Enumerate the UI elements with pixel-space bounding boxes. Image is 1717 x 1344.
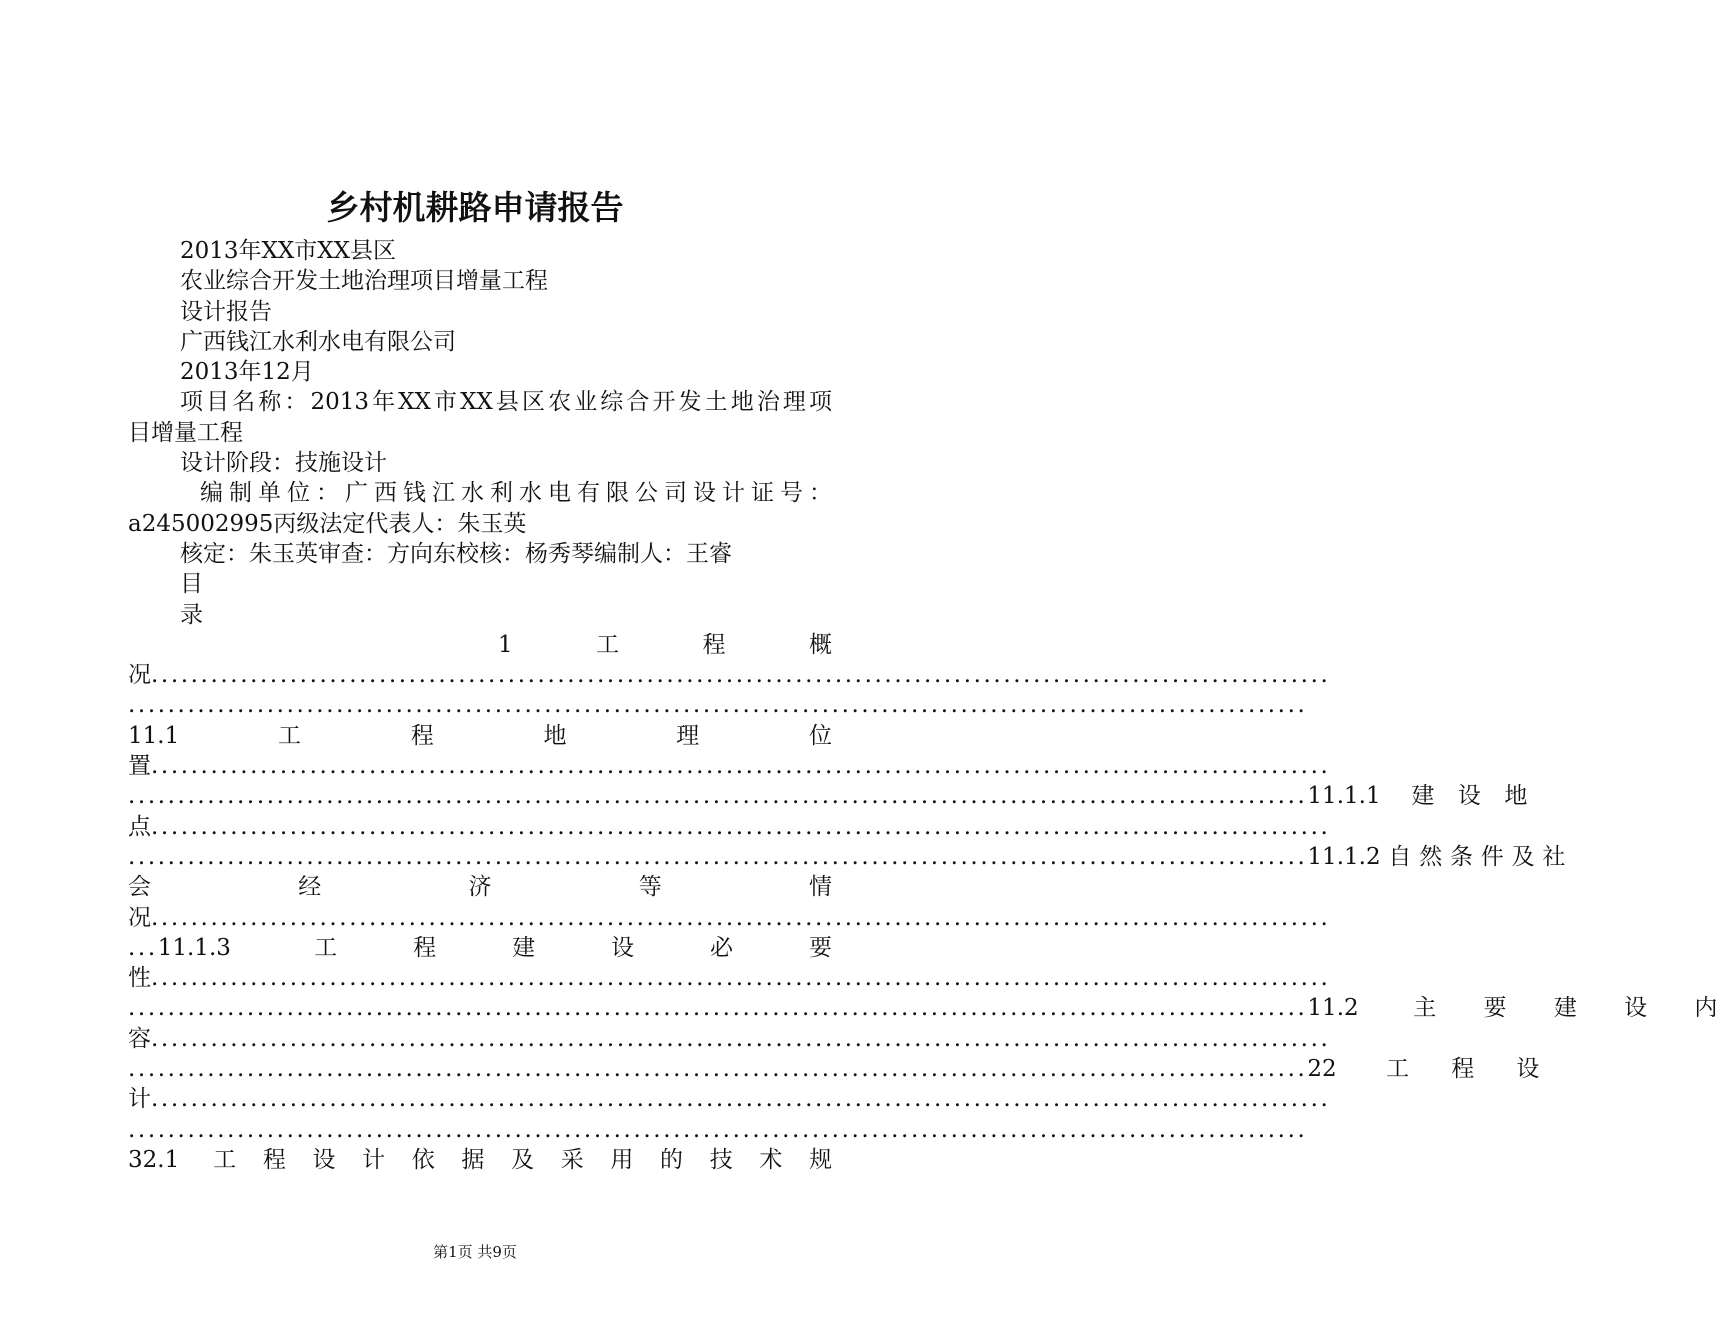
- toc-dots: .......................................................................................................................: [151, 1086, 1331, 1113]
- toc-entry-8-title[interactable]: 32.1 工程设计依据及采用的技术规: [128, 1146, 832, 1173]
- toc-dots: .......................................................................................................................: [128, 783, 1308, 810]
- toc-heading-a: 目: [180, 571, 203, 598]
- page-footer: 第1页 共9页: [433, 1243, 517, 1261]
- info-project-name-cont: 目增量工程: [128, 419, 243, 446]
- toc-entry-3-leader[interactable]: [128, 812, 1331, 842]
- info-design-stage: 设计阶段：技施设计: [180, 450, 387, 477]
- toc-entry-2-head: 置: [128, 753, 151, 780]
- toc-entry-4-leader[interactable]: [128, 903, 1331, 933]
- toc-entry-5-text: 11.1.3 工程建设必要: [157, 934, 832, 961]
- toc-entry-6-title[interactable]: [128, 993, 1717, 1023]
- toc-heading-b: 录: [180, 601, 203, 628]
- toc-entry-6-leader[interactable]: [128, 1024, 1331, 1054]
- toc-dots: .......................................................................................................................: [128, 1056, 1308, 1083]
- toc-entry-4-title[interactable]: [128, 842, 1566, 872]
- toc-entry-6-head: 容: [128, 1025, 151, 1052]
- toc-entry-5-head: 性: [128, 965, 151, 992]
- info-compiler-cont: a245002995丙级法定代表人：朱玉英: [128, 510, 527, 537]
- toc-entry-3-head: 点: [128, 813, 151, 840]
- toc-dots: .......................................................................................................................: [128, 843, 1308, 870]
- toc-dots: .......................................................................................................................: [128, 692, 1308, 719]
- document-body: [128, 236, 1717, 1175]
- page-title: 乡村机耕路申请报告: [326, 188, 624, 227]
- toc-entry-4-label: 11.1.2自然条件及社: [1307, 843, 1566, 870]
- cover-line-year-location: 2013年XX市XX县区: [180, 238, 397, 264]
- info-project-name: 项目名称：2013年XX市XX县区农业综合开发土地治理项: [180, 389, 832, 416]
- toc-dots-short: ...: [128, 934, 158, 961]
- toc-entry-4-mid: 会经济等情: [128, 874, 832, 901]
- toc-entry-2-num: 11.1: [128, 722, 180, 749]
- toc-entry-7-leader[interactable]: [128, 1084, 1331, 1114]
- toc-dots: .......................................................................................................................: [151, 753, 1331, 780]
- toc-dots: .......................................................................................................................: [151, 965, 1331, 992]
- cover-line-company: 广西钱江水利水电有限公司: [180, 328, 456, 355]
- toc-dots: .......................................................................................................................: [151, 662, 1331, 689]
- info-approvals: 核定：朱玉英审查：方向东校核：杨秀琴编制人：王睿: [180, 540, 732, 567]
- toc-dots: .......................................................................................................................: [151, 1025, 1331, 1052]
- toc-entry-2-title[interactable]: [128, 721, 832, 751]
- toc-entry-7-head: 计: [128, 1086, 151, 1113]
- toc-entry-6-label: 11.2 主要建设内: [1307, 995, 1717, 1022]
- toc-entry-7-label: 22 工程设: [1307, 1056, 1540, 1083]
- cover-line-project: 农业综合开发土地治理项目增量工程: [180, 268, 548, 295]
- toc-dots: .......................................................................................................................: [128, 1116, 1308, 1143]
- toc-entry-5-leader[interactable]: [128, 963, 1331, 993]
- toc-entry-1-leader[interactable]: [128, 660, 1331, 690]
- toc-entry-3-label: 11.1.1 建设地: [1307, 783, 1528, 810]
- toc-entry-2-leader[interactable]: [128, 751, 1331, 781]
- toc-entry-1-title[interactable]: 1工程概: [498, 631, 832, 658]
- toc-entry-3-title[interactable]: [128, 781, 1528, 811]
- toc-dots: .......................................................................................................................: [151, 904, 1331, 931]
- toc-entry-5-title[interactable]: [128, 933, 832, 963]
- toc-entry-4-head: 况: [128, 904, 151, 931]
- toc-dots: .......................................................................................................................: [128, 995, 1308, 1022]
- cover-line-report-type: 设计报告: [180, 298, 272, 325]
- toc-entry-3-text: [1307, 781, 1527, 811]
- toc-entry-1-head: 况: [128, 662, 151, 689]
- toc-dots: .......................................................................................................................: [151, 813, 1331, 840]
- toc-entry-2-text: 工程地理位: [278, 722, 832, 749]
- toc-entry-4-text: [1307, 842, 1565, 872]
- cover-line-date: 2013年12月: [180, 359, 314, 386]
- toc-entry-7-text: [1307, 1054, 1539, 1084]
- toc-entry-7-title[interactable]: [128, 1054, 1540, 1084]
- toc-entry-6-text: [1307, 993, 1717, 1023]
- info-compiler: 编制单位：广西钱江水利水电有限公司设计证号：: [200, 480, 832, 507]
